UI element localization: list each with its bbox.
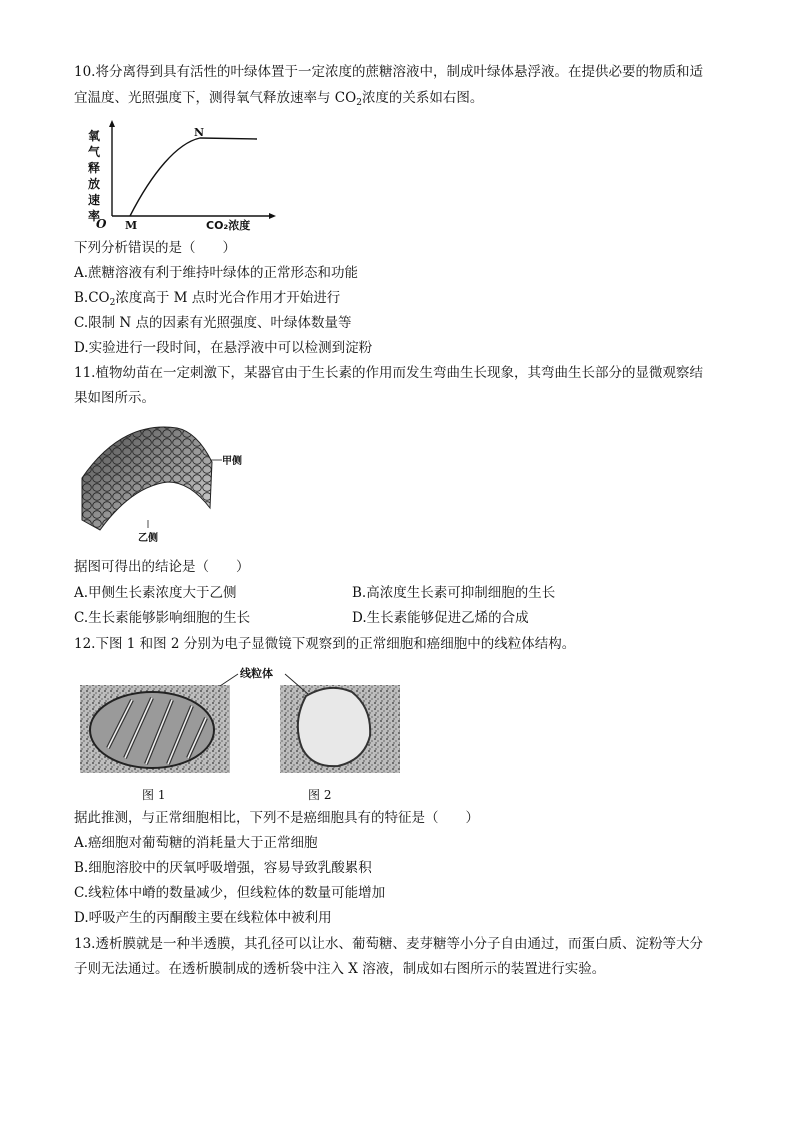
q12-option-a: A.癌细胞对葡萄糖的消耗量大于正常细胞: [74, 835, 318, 851]
q10-stem-line2: 宜温度、光照强度下，测得氧气释放速率与 $CO_2$浓度的关系如右图。: [74, 90, 484, 108]
q12-fig1-caption: 图 1: [142, 788, 166, 802]
q10-graph-point-m: M: [125, 219, 138, 232]
q13-stem-line1: 13.透析膜就是一种半透膜，其孔径可以让水、葡萄糖、麦芽糖等小分子自由通过，而蛋白质、淀粉等大分: [74, 936, 703, 952]
q11-option-d: D.生长素能够促进乙烯的合成: [352, 610, 529, 626]
q11-label-jia: 甲侧: [222, 456, 242, 467]
q13-stem-line2: 子则无法通过。在透析膜制成的透析袋中注入 X 溶液，制成如右图所示的装置进行实验。: [74, 961, 606, 977]
q10-oxygen-co2-graph: [82, 118, 282, 236]
q10-graph-xlabel: CO₂浓度: [206, 219, 251, 232]
q12-label-mito: 线粒体: [240, 667, 273, 680]
q10-question: 下列分析错误的是（ ）: [74, 240, 236, 256]
q12-question: 据此推测，与正常细胞相比，下列不是癌细胞具有的特征是（ ）: [74, 810, 479, 826]
q11-stem-line2: 果如图所示。: [74, 390, 155, 406]
q12-option-b: B.细胞溶胶中的厌氧呼吸增强，容易导致乳酸累积: [74, 860, 372, 876]
q12-stem: 12.下图 1 和图 2 分别为电子显微镜下观察到的正常细胞和癌细胞中的线粒体结构。: [74, 636, 576, 652]
q11-option-c: C.生长素能够影响细胞的生长: [74, 610, 251, 626]
q11-option-a: A.甲侧生长素浓度大于乙侧: [74, 585, 237, 601]
q12-mitochondria-figures: [80, 660, 400, 805]
q10-graph-ylabel: 氧 气 释 放 速 率: [88, 129, 101, 223]
q12-option-d: D.呼吸产生的丙酮酸主要在线粒体中被利用: [74, 910, 332, 926]
q10-option-a: A.蔗糖溶液有利于维持叶绿体的正常形态和功能: [74, 265, 359, 281]
q12-fig2-caption: 图 2: [308, 788, 332, 802]
q10-option-c: C.限制 N 点的因素有光照强度、叶绿体数量等: [74, 315, 352, 331]
q10-graph-point-n: N: [194, 126, 205, 139]
q10-option-b: $B.CO_2$浓度高于 M 点时光合作用才开始进行: [74, 290, 341, 308]
fig1-mitochondrion: [90, 692, 214, 768]
q11-label-yi: 乙侧: [138, 533, 158, 544]
q10-stem-line1: 10.将分离得到具有活性的叶绿体置于一定浓度的蔗糖溶液中，制成叶绿体悬浮液。在提供必要的物质和适: [74, 64, 703, 80]
q11-curved-tissue-figure: [72, 420, 252, 550]
q11-stem-line1: 11.植物幼苗在一定刺激下，某器官由于生长素的作用而发生弯曲生长现象，其弯曲生长部分的显微观察结: [74, 365, 703, 381]
q10-graph-origin: O: [96, 217, 107, 231]
q11-question: 据图可得出的结论是（ ）: [74, 559, 250, 575]
q12-option-c: C.线粒体中嵴的数量减少，但线粒体的数量可能增加: [74, 885, 386, 901]
q11-option-b: B.高浓度生长素可抑制细胞的生长: [352, 585, 556, 601]
fig2-mitochondrion: [298, 688, 370, 766]
q10-option-d: D.实验进行一段时间，在悬浮液中可以检测到淀粉: [74, 340, 373, 356]
